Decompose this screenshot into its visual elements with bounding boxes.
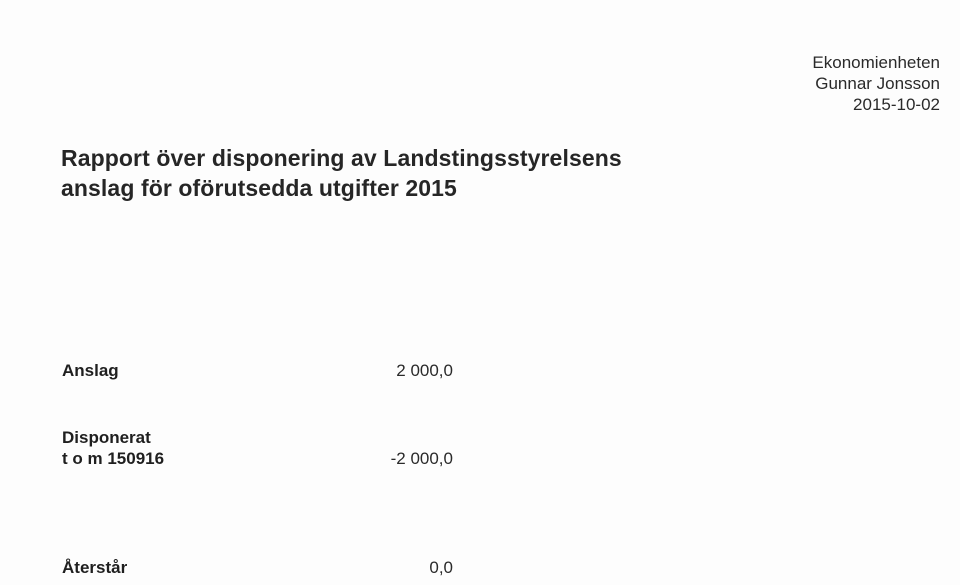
- disponerat-label-line-1: Disponerat: [62, 428, 151, 447]
- anslag-label: Anslag: [62, 361, 119, 380]
- anslag-value: 2 000,0: [396, 361, 453, 380]
- disponerat-label-line-2: t o m 150916: [62, 449, 165, 468]
- aterstar-value: 0,0: [429, 558, 453, 577]
- report-title-line-2: anslag för oförutsedda utgifter 2015: [61, 175, 457, 201]
- department-name: Ekonomienheten: [812, 53, 940, 72]
- disponerat-label: [62, 427, 164, 469]
- report-title: [61, 143, 622, 203]
- report-title-line-1: Rapport över disponering av Landstingsstyrelsens: [61, 145, 622, 171]
- disponerat-value: -2 000,0: [390, 449, 453, 468]
- document-header-info: [812, 52, 940, 115]
- document-date: 2015-10-02: [853, 95, 940, 114]
- author-name: Gunnar Jonsson: [815, 74, 940, 93]
- aterstar-label: Återstår: [62, 558, 128, 577]
